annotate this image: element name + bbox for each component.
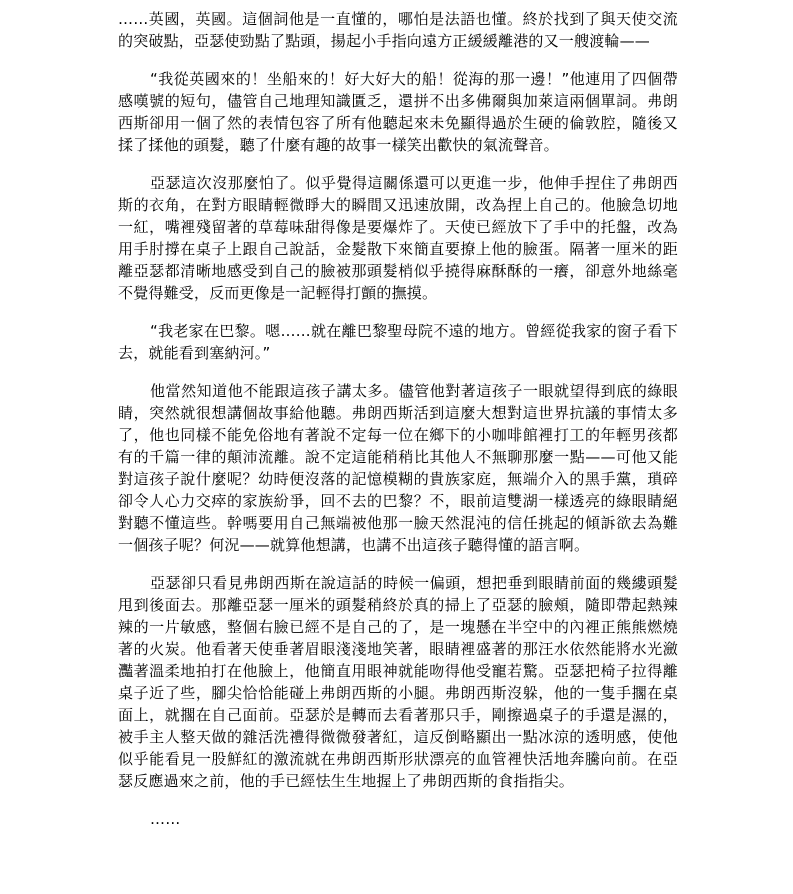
paragraph-2: “我從英國來的！坐船來的！好大好大的船！從海的那一邊！”他連用了四個帶感嘆號的短句，儘管自己地理知識匱乏，還拼不出多佛爾與加萊這兩個單詞。弗朗西斯卻用一個了然的表情包容了所有他聽起來未免顯得過於生硬的倫敦腔，隨後又揉了揉他的頭髮，聽了什麼有趣的故事一樣笑出歡快的氣流聲音。 bbox=[118, 70, 678, 154]
paragraph-3: 亞瑟這次沒那麼怕了。似乎覺得這關係還可以更進一步，他伸手捏住了弗朗西斯的衣角，在對方眼睛輕微睜大的瞬間又迅速放開，改為捏上自己的。他臉急切地一紅，嘴裡殘留著的草莓味甜得像是要爆炸了。天使已經放下了手中的托盤，改為用手肘撐在桌子上跟自己說話，金髮散下來簡直要撩上他的臉蛋。隔著一厘米的距離亞瑟都清晰地感受到自己的臉被那頭髮梢似乎撓得麻酥酥的一癢，卻意外地絲毫不覺得難受，反而更像是一記輕得打顫的撫摸。 bbox=[118, 174, 678, 302]
closing-ellipsis: …… bbox=[150, 810, 181, 828]
paragraph-4: “我老家在巴黎。嗯……就在離巴黎聖母院不遠的地方。曾經從我家的窗子看下去，就能看到塞納河。” bbox=[118, 322, 678, 362]
paragraph-1: ……英國，英國。這個詞他是一直懂的，哪怕是法語也懂。終於找到了與天使交流的突破點，亞瑟使勁點了點頭，揚起小手指向遠方正緩緩離港的又一艘渡輪—— bbox=[118, 10, 678, 50]
paragraph-6: 亞瑟卻只看見弗朗西斯在說這話的時候一偏頭，想把垂到眼睛前面的幾縷頭髮甩到後面去。那離亞瑟一厘米的頭髮稍終於真的掃上了亞瑟的臉頰，隨即帶起熱辣辣的一片敏感，整個右臉已經不是自己的了，是一塊懸在半空中的內裡正熊熊燃燒著的火炭。他看著天使垂著眉眼淺淺地笑著，眼睛裡盛著的那汪水依然能將水光瀲灩著溫柔地拍打在他臉上，他簡直用眼神就能吻得他受寵若驚。亞瑟把椅子拉得離桌子近了些，腳尖恰恰能碰上弗朗西斯的小腿。弗朗西斯沒躲，他的一隻手擱在桌面上，就擱在自己面前。亞瑟於是轉而去看著那只手，剛擦過桌子的手還是濕的，被手主人整天做的雜活洗禮得微微發著紅，這反倒略顯出一點冰涼的透明感，使他似乎能看見一股鮮紅的激流就在弗朗西斯形狀漂亮的血管裡快活地奔騰向前。在亞瑟反應過來之前，他的手已經怯生生地握上了弗朗西斯的食指指尖。 bbox=[118, 574, 678, 790]
document-page bbox=[118, 8, 678, 830]
paragraph-5: 他當然知道他不能跟這孩子講太多。儘管他對著這孩子一眼就望得到底的綠眼睛，突然就很想講個故事給他聽。弗朗西斯活到這麼大想對這世界抗議的事情太多了，他也同樣不能免俗地有著說不定每一位在鄉下的小咖啡館裡打工的年輕男孩都有的千篇一律的顛沛流離。說不定這能稍稍比其他人不無聊那麼一點——可他又能對這孩子說什麼呢？幼時便沒落的記憶模糊的貴族家庭，無端介入的黑手黨，瑣碎卻令人心力交瘁的家族紛爭，回不去的巴黎？不，眼前這雙湖一樣透亮的綠眼睛絕對聽不懂這些。幹嗎要用自己無端被他那一臉天然混沌的信任挑起的傾訴欲去為難一個孩子呢？何況——就算他想講，也講不出這孩子聽得懂的語言啊。 bbox=[118, 382, 678, 554]
